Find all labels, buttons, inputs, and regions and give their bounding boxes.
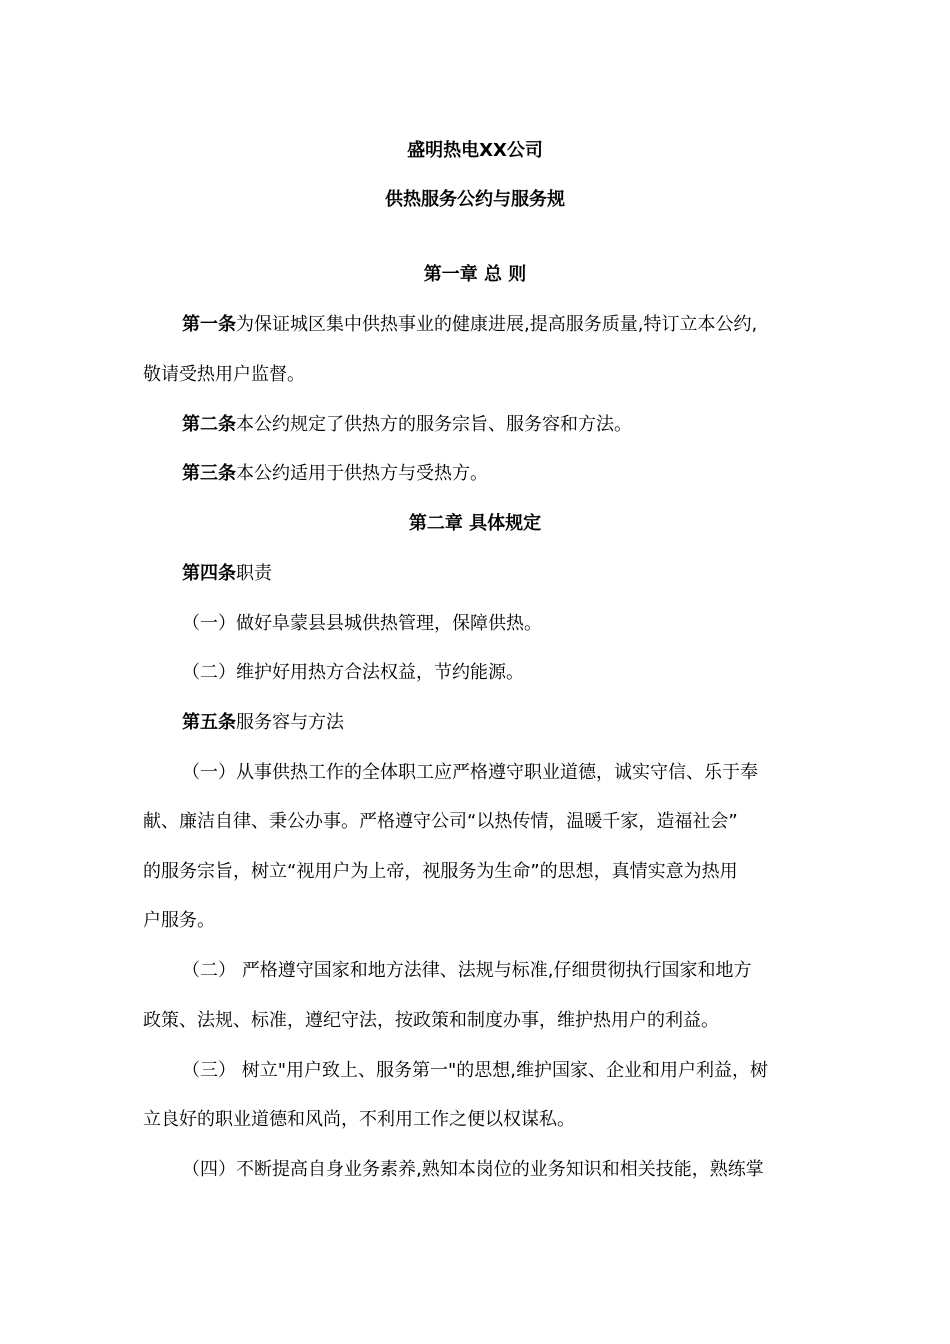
article-5-item-4-line-1: （四）不断提高自身业务素养,熟知本岗位的业务知识和相关技能，熟练掌 xyxy=(182,1159,764,1180)
article-5-item-2-line-1: （二） 严格遵守国家和地方法律、法规与标准,仔细贯彻执行国家和地方 xyxy=(182,960,752,981)
article-5-item-3-line-1: （三） 树立"用户致上、服务第一"的思想,维护国家、企业和用户利益，树 xyxy=(182,1060,768,1081)
article-5-label: 第五条 xyxy=(182,712,236,733)
article-5 xyxy=(182,710,344,736)
article-4-item-2: （二）维护好用热方合法权益，节约能源。 xyxy=(182,662,524,683)
article-5-item-3-line-2: 立良好的职业道德和风尚，不利用工作之便以权谋私。 xyxy=(143,1109,575,1130)
article-4-item-1: （一）做好阜蒙县县城供热管理，保障供热。 xyxy=(182,613,542,634)
document-title: 供热服务公约与服务规 xyxy=(385,189,565,210)
article-4-label: 第四条 xyxy=(182,563,236,584)
article-1-label: 第一条 xyxy=(182,314,236,335)
article-3 xyxy=(182,461,488,487)
article-5-item-1-line-1: （一）从事供热工作的全体职工应严格遵守职业道德，诚实守信、乐于奉 xyxy=(182,762,758,783)
article-2-label: 第二条 xyxy=(182,414,236,435)
article-2-text: 本公约规定了供热方的服务宗旨、服务容和方法。 xyxy=(236,414,632,435)
article-1-text: 为保证城区集中供热事业的健康进展,提高服务质量,特订立本公约, xyxy=(236,314,758,335)
article-5-item-1-line-4: 户服务。 xyxy=(143,910,215,931)
article-1 xyxy=(182,312,757,338)
company-name: 盛明热电XX公司 xyxy=(407,140,543,161)
article-5-item-1-line-3: 的服务宗旨，树立“视用户为上帝，视服务为生命”的思想，真情实意为热用 xyxy=(143,861,738,882)
article-5-item-2-line-2: 政策、法规、标准，遵纪守法，按政策和制度办事，维护热用户的利益。 xyxy=(143,1010,719,1031)
article-4 xyxy=(182,561,272,587)
article-5-item-1-line-2: 献、廉洁自律、秉公办事。严格遵守公司“以热传情，温暖千家，造福社会” xyxy=(143,811,738,832)
chapter-1-heading: 第一章 总 则 xyxy=(423,264,527,285)
article-4-text: 职责 xyxy=(236,563,272,584)
article-5-text: 服务容与方法 xyxy=(236,712,344,733)
chapter-2-heading: 第二章 具体规定 xyxy=(408,513,542,534)
article-3-label: 第三条 xyxy=(182,463,236,484)
article-1-text-cont: 敬请受热用户监督。 xyxy=(143,364,305,385)
article-3-text: 本公约适用于供热方与受热方。 xyxy=(236,463,488,484)
article-2 xyxy=(182,412,632,438)
